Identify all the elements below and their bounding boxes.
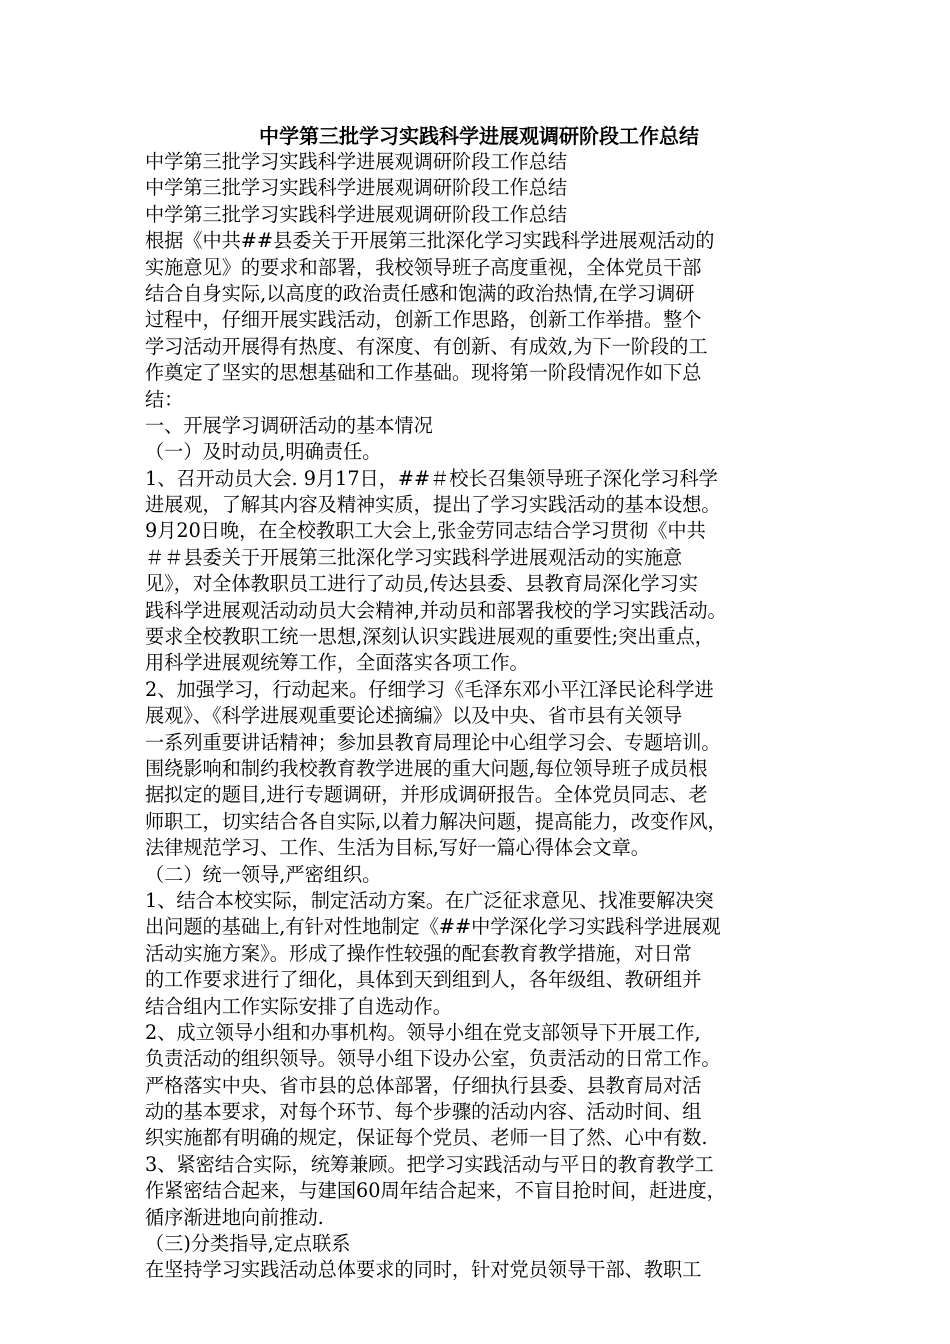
section-heading: 一、开展学习调研活动的基本情况 (145, 413, 433, 437)
text-line: 要求全校教职工统一思想,深刻认识实践进展观的重要性;突出重点， (145, 625, 714, 649)
text-line: 结： (145, 387, 184, 411)
text-line: 动的基本要求，对每个环节、每个步骤的活动内容、活动时间、组 (145, 1100, 702, 1124)
text-line: 结合自身实际,以高度的政治责任感和饱满的政治热情,在学习调研 (145, 281, 695, 305)
text-line: 严格落实中央、省市县的总体部署，仔细执行县委、县教育局对活 (145, 1073, 702, 1097)
text-line: 用科学进展观统筹工作，全面落实各项工作。 (145, 651, 529, 675)
text-line: 1、召开动员大会. 9月17日，##＃校长召集领导班子深化学习科学 (145, 466, 718, 490)
text-line: 围绕影响和制约我校教育教学进展的重大问题,每位领导班子成员根 (145, 756, 708, 780)
text-line: 2、加强学习，行动起来。仔细学习《毛泽东邓小平江泽民论科学进 (145, 677, 714, 701)
text-line: 一系列重要讲话精神；参加县教育局理论中心组学习会、专题培训。 (145, 730, 721, 754)
text-line: 2、成立领导小组和办事机构。领导小组在党支部领导下开展工作, (145, 1020, 701, 1044)
document-body (145, 123, 813, 1284)
text-line: 作奠定了坚实的思想基础和工作基础。现将第一阶段情况作如下总 (145, 361, 702, 385)
text-line: 负责活动的组织领导。领导小组下设办公室，负责活动的日常工作。 (145, 1047, 721, 1071)
text-line: 据拟定的题目,进行专题调研，并形成调研报告。全体党员同志、老 (145, 783, 708, 807)
text-line: 师职工，切实结合各自实际,以着力解决问题，提高能力，改变作风， (145, 809, 727, 833)
text-line: 在坚持学习实践活动总体要求的同时，针对党员领导干部、教职工 (145, 1258, 702, 1282)
subsection-heading: （一）及时动员,明确责任。 (145, 440, 382, 464)
text-line: 实施意见》的要求和部署，我校领导班子高度重视，全体党员干部 (145, 255, 702, 279)
text-line: 活动实施方案》。形成了操作性较强的配套教育教学措施，对日常 (145, 941, 692, 965)
text-line: 作紧密结合起来，与建国60周年结合起来，不盲目抢时间，赶进度， (145, 1179, 726, 1203)
text-line: 见》，对全体教职员工进行了动员,传达县委、县教育局深化学习实 (145, 572, 698, 596)
text-line: 1、结合本校实际，制定活动方案。在广泛征求意见、找准要解决突 (145, 888, 714, 912)
text-line: 结合组内工作实际安排了自选动作。 (145, 994, 452, 1018)
text-line: ＃＃县委关于开展第三批深化学习实践科学进展观活动的实施意 (145, 545, 683, 569)
text-line: 中学第三批学习实践科学进展观调研阶段工作总结 (145, 202, 568, 226)
subsection-heading: （三)分类指导,定点联系 (145, 1232, 351, 1256)
text-line: 织实施都有明确的规定，保证每个党员、老师一目了然、心中有数. (145, 1126, 708, 1150)
text-line: 9月20日晚，在全校教职工大会上,张金劳同志结合学习贯彻《中共 (145, 519, 706, 543)
document-title: 中学第三批学习实践科学进展观调研阶段工作总结 (259, 124, 699, 148)
text-line: 践科学进展观活动动员大会精神,并动员和部署我校的学习实践活动。 (145, 598, 727, 622)
text-line: 3、紧密结合实际，统筹兼顾。把学习实践活动与平日的教育教学工 (145, 1152, 714, 1176)
text-line: 根据《中共##县委关于开展第三批深化学习实践科学进展观活动的 (145, 229, 715, 253)
text-line: 的工作要求进行了细化，具体到天到组到人，各年级组、教研组并 (145, 968, 702, 992)
subsection-heading: （二）统一领导,严密组织。 (145, 862, 382, 886)
text-line: 出问题的基础上,有针对性地制定《##中学深化学习实践科学进展观 (145, 915, 721, 939)
text-line: 循序渐进地向前推动. (145, 1205, 324, 1229)
text-line: 中学第三批学习实践科学进展观调研阶段工作总结 (145, 150, 568, 173)
text-line: 中学第三批学习实践科学进展观调研阶段工作总结 (145, 176, 568, 200)
text-line: 学习活动开展得有热度、有深度、有创新、有成效,为下一阶段的工 (145, 334, 708, 358)
text-line: 过程中，仔细开展实践活动，创新工作思路，创新工作举措。整个 (145, 308, 702, 332)
text-line: 法律规范学习、工作、生活为目标,写好一篇心得体会文章。 (145, 836, 650, 860)
text-line: 展观》、《科学进展观重要论述摘编》以及中央、省市县有关领导 (145, 704, 683, 728)
text-line: 进展观，了解其内容及精神实质，提出了学习实践活动的基本设想。 (145, 493, 721, 517)
